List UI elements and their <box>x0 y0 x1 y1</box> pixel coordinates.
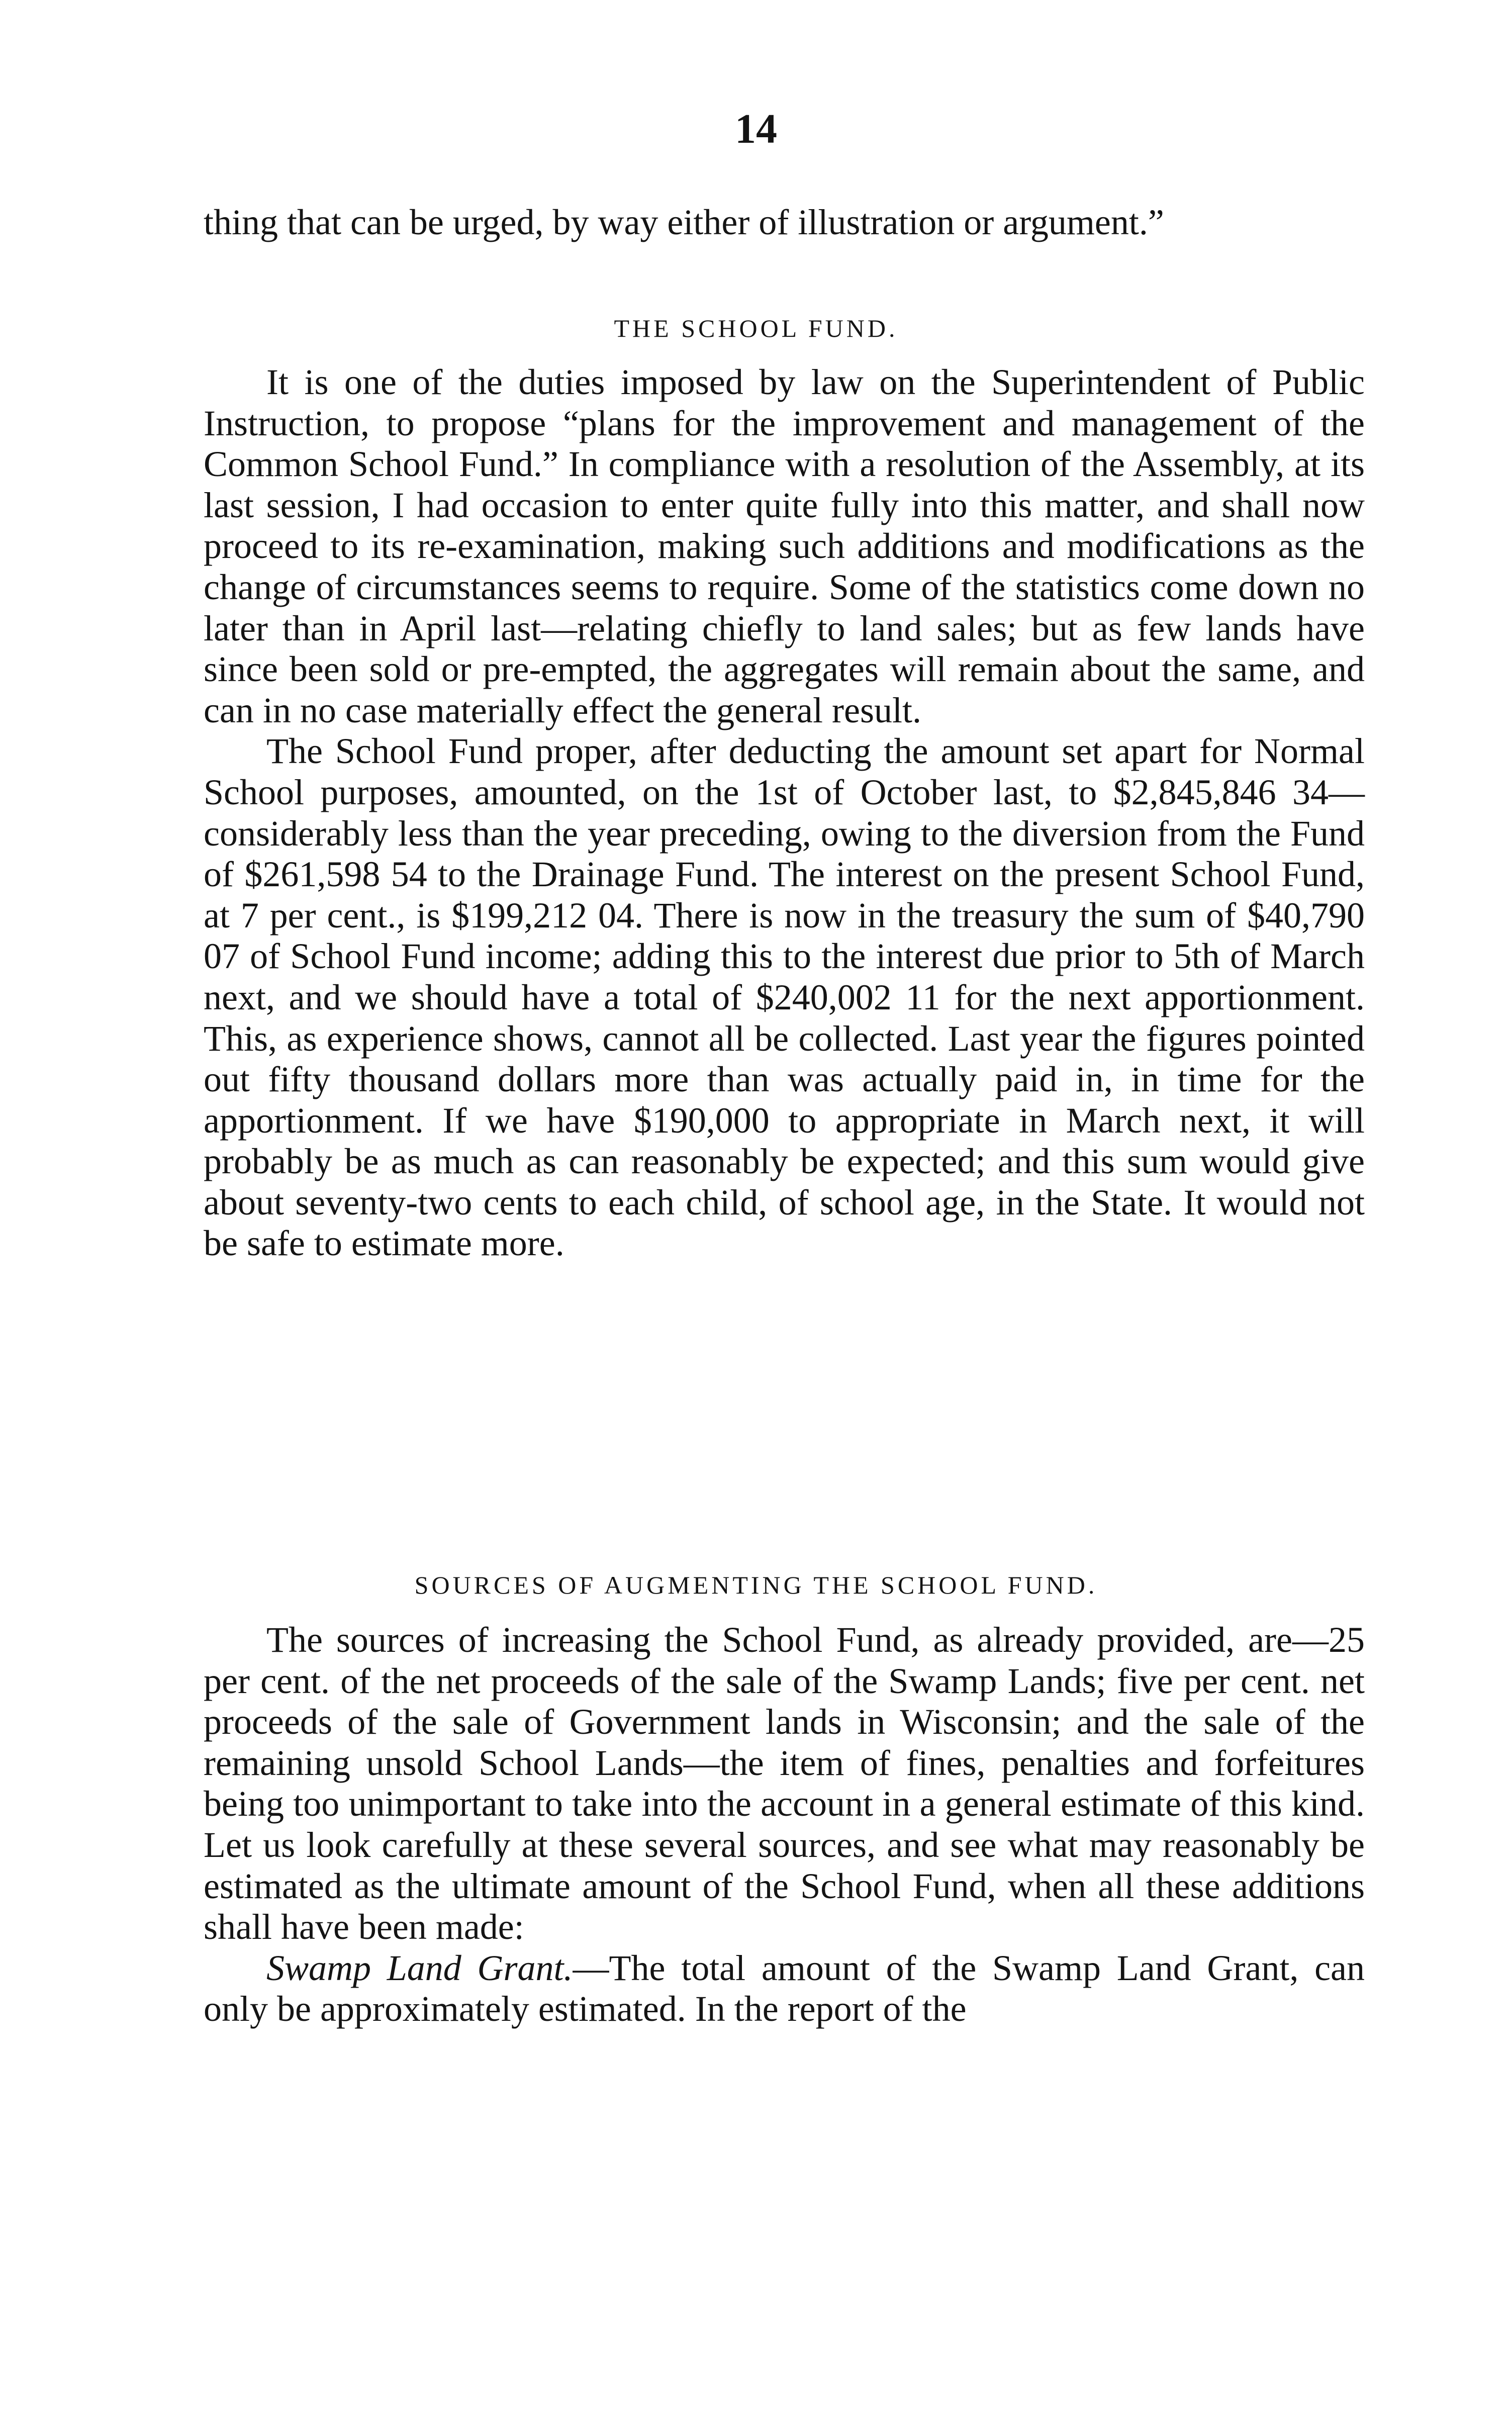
page-number: 14 <box>735 106 777 152</box>
paragraph-fund-proper: The School Fund proper, after deducting the amount set apart for Normal School purposes, amounted, on the 1st of October last, to $2,845,846 34—considerably less than the year preceding, owing to the diversion from the Fund of $261,598 54 to the Drainage Fund. The interest on the present School Fund, at 7 per cent., is $199,212 04. There is now in the treasury the sum of $40,790 07 of School Fund income; adding this to the interest due prior to 5th of March next, and we should have a total of $240,002 11 for the next apportionment. This, as experience shows, cannot all be collected. Last year the figures pointed out fifty thousand dollars more than was actually paid in, in time for the apportionment. If we have $190,000 to appropriate in March next, it will probably be as much as can reasonably be expected; and this sum would give about seventy-two cents to each child, of school age, in the State. It would not be safe to estimate more. <box>204 731 1365 1264</box>
paragraph-duties: It is one of the duties imposed by law on the Superintendent of Public Instruction, to propose “plans for the improvement and management of the Common School Fund.” In compliance with a resolution of the Assembly, at its last session, I had occasion to enter quite fully into this matter, and shall now proceed to its re-examination, making such additions and modifications as the change of circumstances seems to require. Some of the statistics come down no later than in April last—relating chiefly to land sales; but as few lands have since been sold or pre-empted, the aggregates will remain about the same, and can in no case materially effect the general result. <box>204 362 1365 730</box>
section-heading-sources: SOURCES OF AUGMENTING THE SCHOOL FUND. <box>414 1571 1098 1599</box>
swamp-land-grant-text: —The total amount of the Swamp Land Grant, can only be approximately estimated. In the report of the <box>204 1947 1365 2029</box>
paragraph-sources: The sources of increasing the School Fund, as already provided, are—25 per cent. of the net proceeds of the sale of the Swamp Lands; five per cent. net proceeds of the sale of Government lands in Wisconsin; and the sale of the remaining unsold School Lands—the item of fines, penalties and forfeitures being too unimportant to take into the account in a general estimate of this kind. Let us look carefully at these several sources, and see what may reasonably be estimated as the ultimate amount of the School Fund, when all these additions shall have been made: <box>204 1620 1365 1947</box>
continuation-text-block <box>204 202 1365 243</box>
continuation-paragraph: thing that can be urged, by way either of illustration or argument.” <box>204 202 1164 242</box>
swamp-land-grant-title: Swamp Land Grant. <box>266 1947 573 1988</box>
sources-text-block <box>204 1620 1365 2030</box>
paragraph-swamp-land-grant <box>204 1948 1365 2030</box>
section-heading-school-fund: THE SCHOOL FUND. <box>614 314 898 342</box>
school-fund-text-block <box>204 362 1365 1264</box>
